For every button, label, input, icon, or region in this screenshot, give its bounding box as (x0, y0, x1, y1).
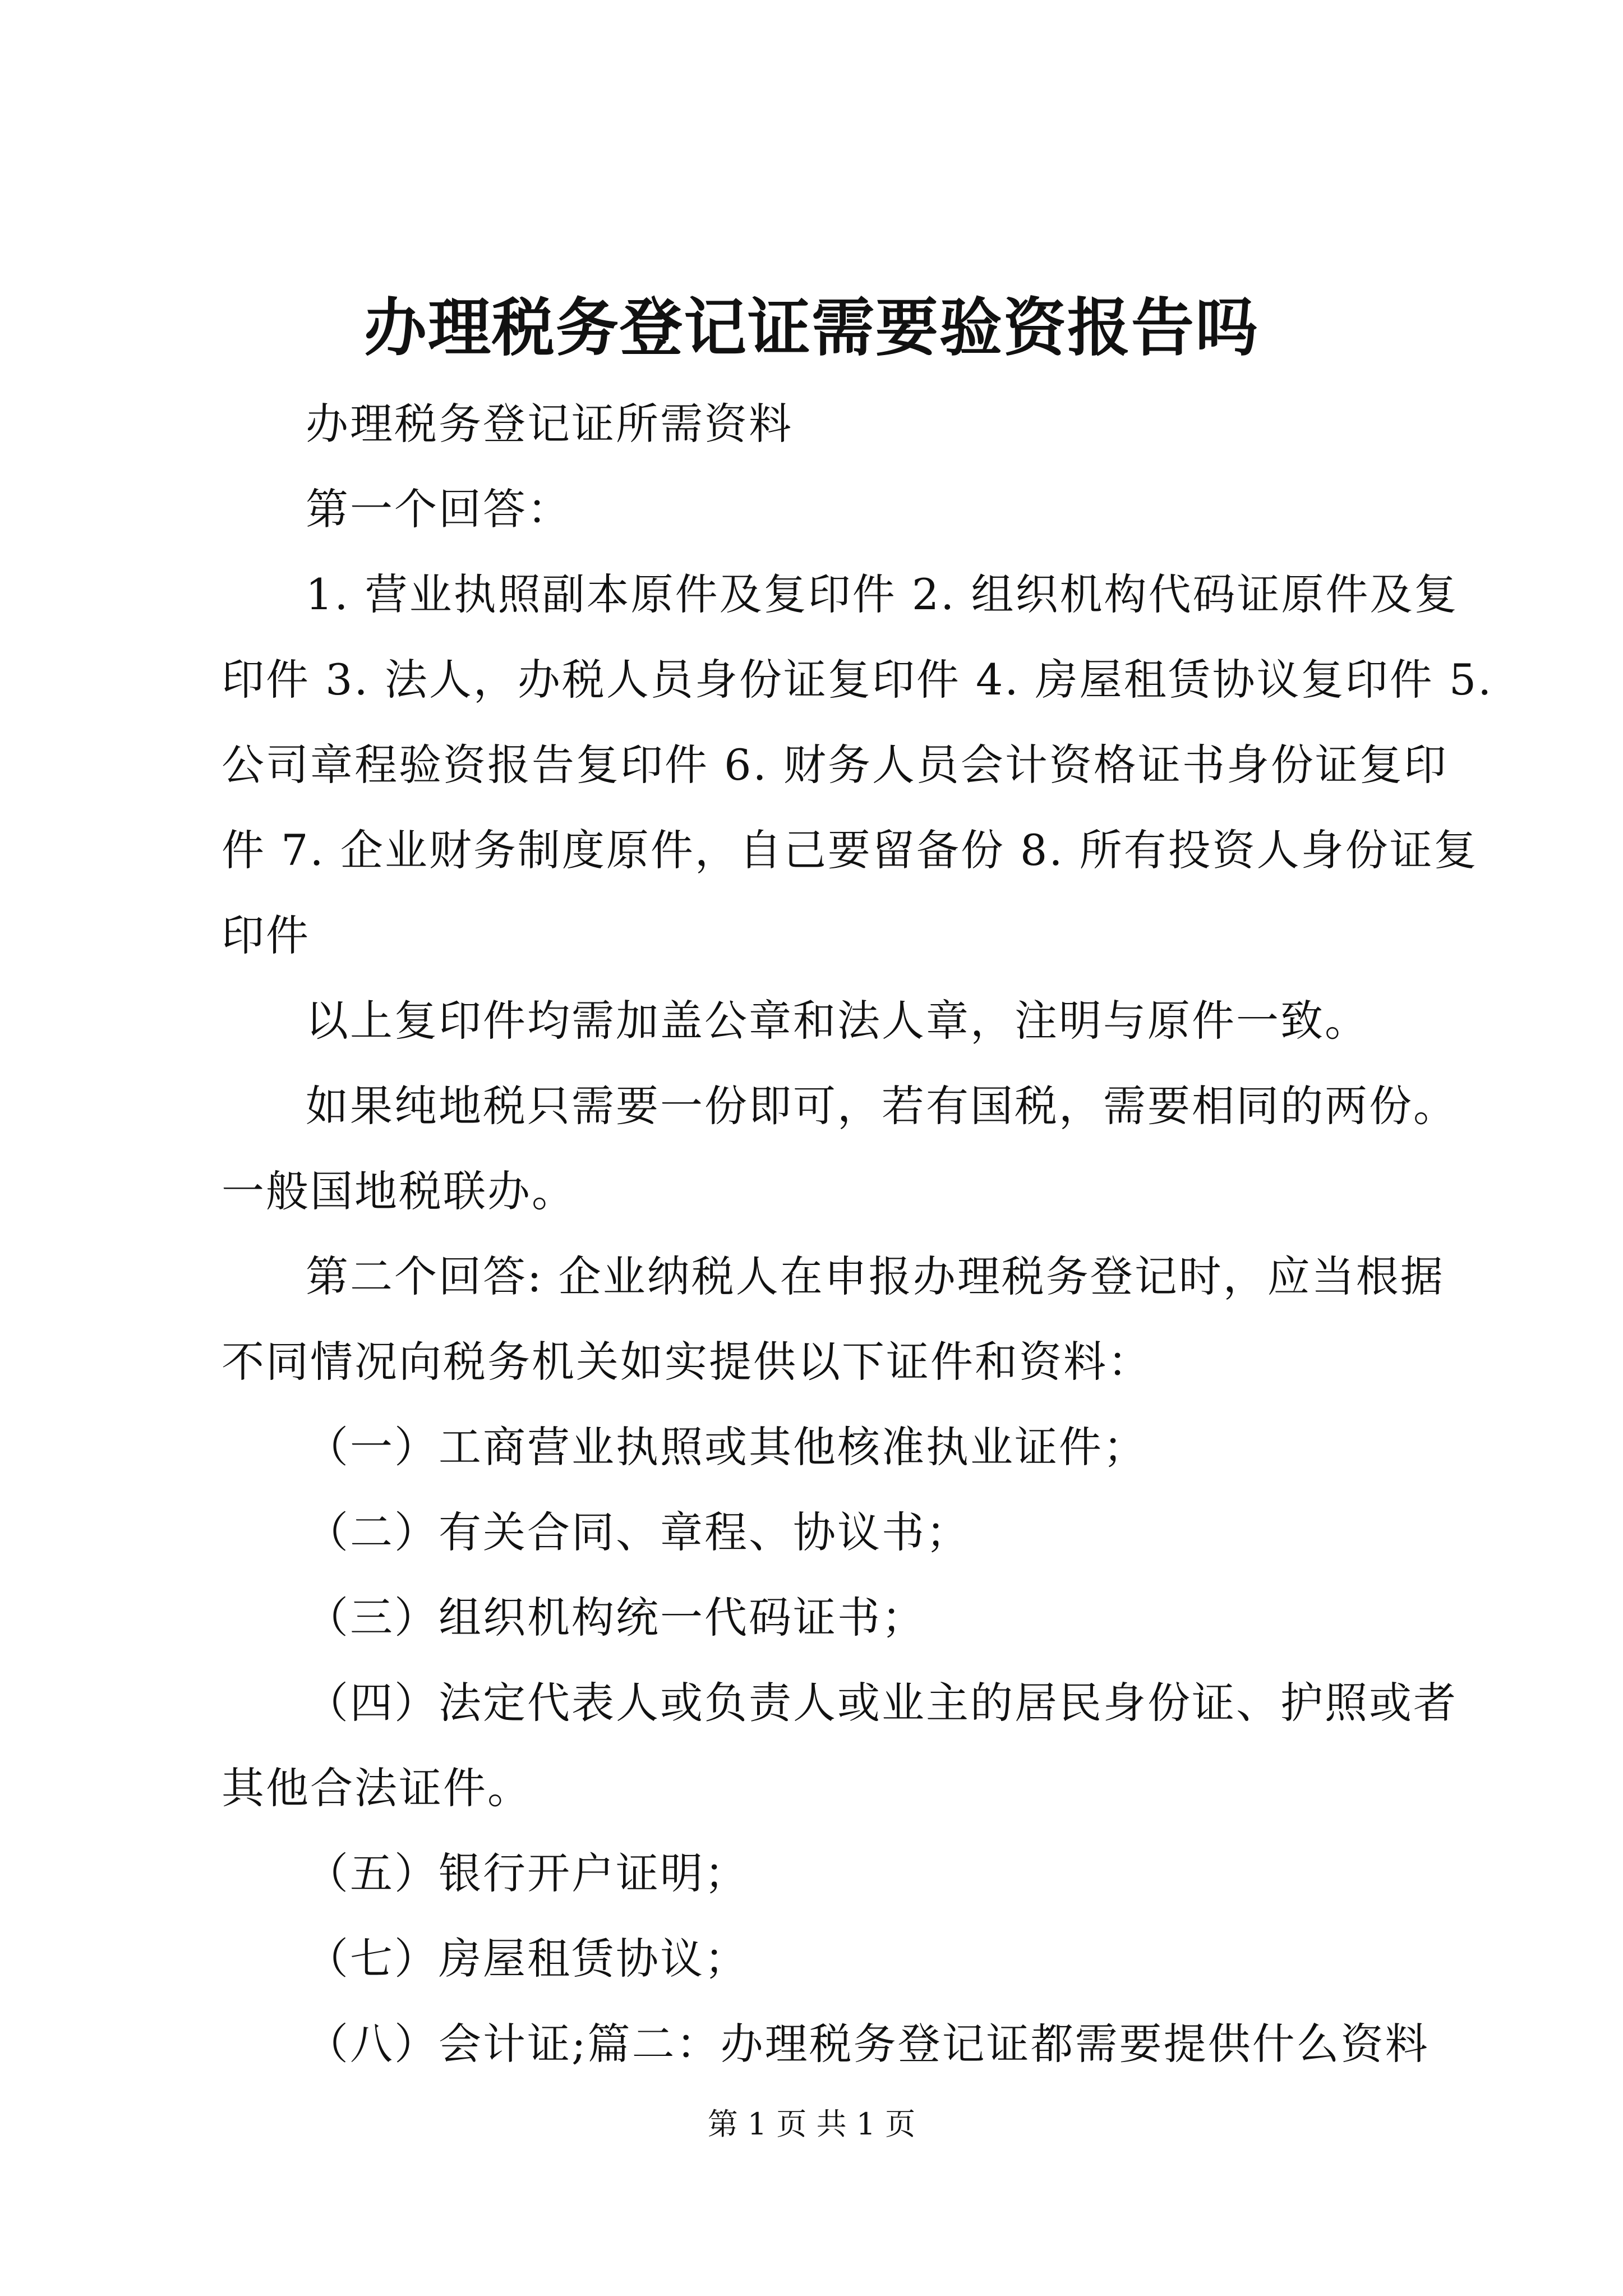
text-line: 印件 (222, 910, 310, 960)
text-line: 如果纯地税只需要一份即可，若有国税，需要相同的两份。 (306, 1081, 1458, 1131)
text-line: 1. 营业执照副本原件及复印件 2. 组织机构代码证原件及复 (306, 569, 1459, 619)
text-line: （七）房屋租赁协议； (306, 1934, 749, 1984)
text-line: （三）组织机构统一代码证书； (306, 1593, 926, 1642)
text-line: 不同情况向税务机关如实提供以下证件和资料： (222, 1337, 1152, 1387)
text-line: 第二个回答: 企业纳税人在申报办理税务登记时，应当根据 (306, 1251, 1445, 1301)
text-line: （一）工商营业执照或其他核准执业证件； (306, 1422, 1147, 1472)
text-line: （五）银行开户证明； (306, 1848, 749, 1898)
text-line: （八）会计证;篇二：办理税务登记证都需要提供什么资料 (306, 2019, 1430, 2069)
text-line: 一般国地税联办。 (222, 1166, 576, 1216)
text-line: 办理税务登记证所需资料 (306, 399, 793, 449)
text-line: 印件 3. 法人，办税人员身份证复印件 4. 房屋租赁协议复印件 5. (222, 655, 1493, 705)
text-line: 件 7. 企业财务制度原件，自己要留备份 8. 所有投资人身份证复 (222, 825, 1478, 875)
text-line: 其他合法证件。 (222, 1763, 532, 1813)
text-line: （四）法定代表人或负责人或业主的居民身份证、护照或者 (306, 1678, 1458, 1728)
text-line: （二）有关合同、章程、协议书； (306, 1507, 970, 1557)
page-number: 第 1 页 共 1 页 (707, 2106, 916, 2142)
text-line: 公司章程验资报告复印件 6. 财务人员会计资格证书身份证复印 (222, 740, 1448, 790)
text-line: 第一个回答： (306, 484, 571, 534)
text-line: 以上复印件均需加盖公章和法人章，注明与原件一致。 (306, 996, 1369, 1046)
document-title: 办理税务登记证需要验资报告吗 (364, 291, 1259, 365)
